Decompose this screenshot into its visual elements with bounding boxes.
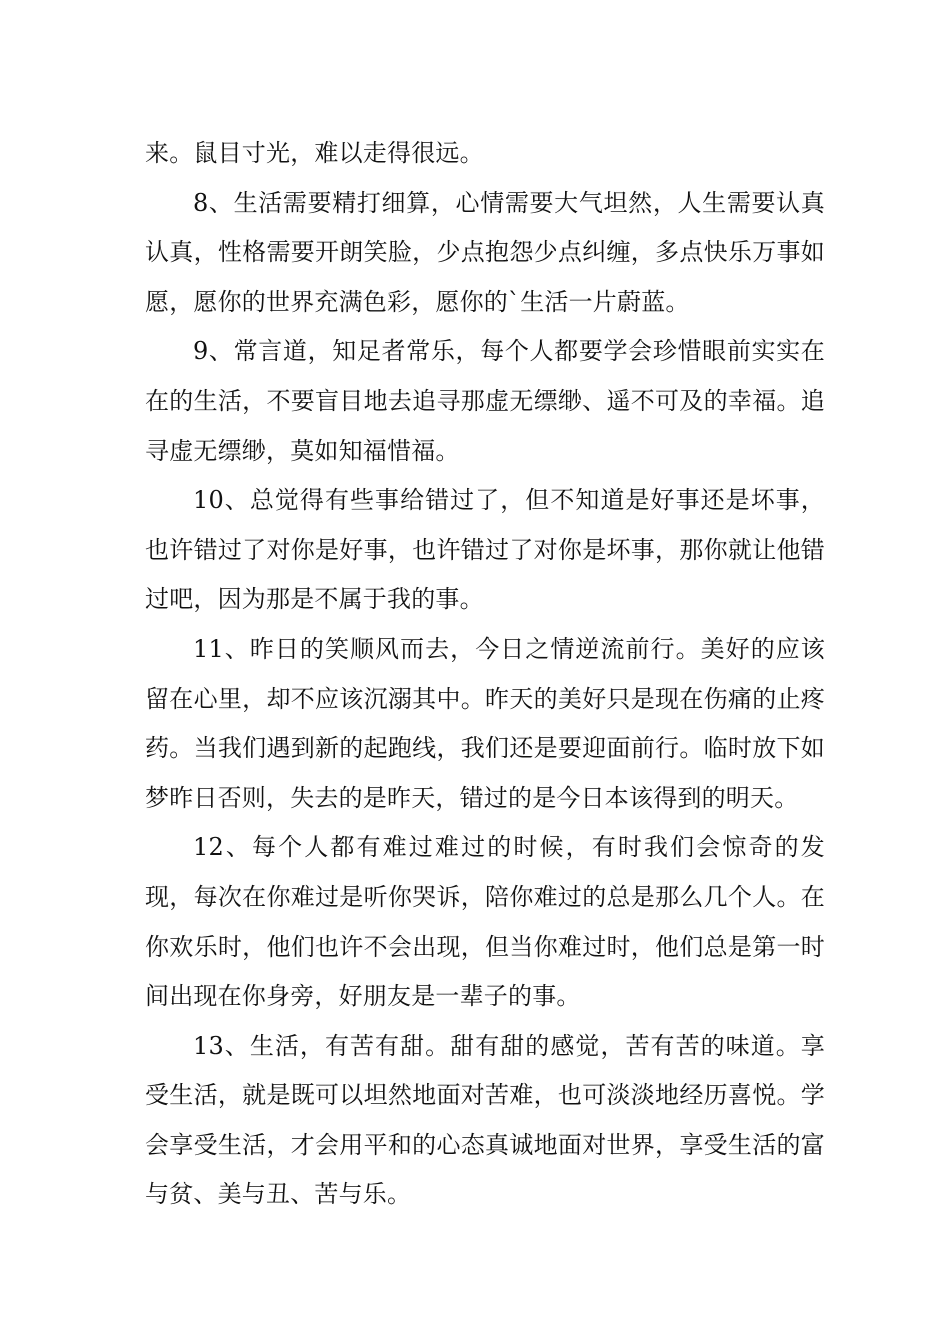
document-body xyxy=(145,129,825,1220)
paragraph-10: 10、总觉得有些事给错过了，但不知道是好事还是坏事，也许错过了对你是好事，也许错过了对你是坏事，那你就让他错过吧，因为那是不属于我的事。 xyxy=(145,486,825,614)
paragraph-8: 8、生活需要精打细算，心情需要大气坦然，人生需要认真认真，性格需要开朗笑脸，少点抱怨少点纠缠，多点快乐万事如愿，愿你的世界充满色彩，愿你的`生活一片蔚蓝。 xyxy=(145,188,825,316)
paragraph-9: 9、常言道，知足者常乐，每个人都要学会珍惜眼前实实在在的生活，不要盲目地去追寻那虚无缥缈、遥不可及的幸福。追寻虚无缥缈，莫如知福惜福。 xyxy=(145,337,825,465)
paragraph-13: 13、生活，有苦有甜。甜有甜的感觉，苦有苦的味道。享受生活，就是既可以坦然地面对苦难，也可淡淡地经历喜悦。学会享受生活，才会用平和的心态真诚地面对世界，享受生活的富与贫、美与丑、苦与乐。 xyxy=(145,1031,825,1209)
paragraph-12: 12、每个人都有难过难过的时候，有时我们会惊奇的发现，每次在你难过是听你哭诉，陪你难过的总是那么几个人。在你欢乐时，他们也许不会出现，但当你难过时，他们总是第一时间出现在你身旁，好朋友是一辈子的事。 xyxy=(145,833,825,1011)
paragraph-7-continuation: 来。鼠目寸光，难以走得很远。 xyxy=(145,139,484,167)
paragraph-11: 11、昨日的笑顺风而去，今日之情逆流前行。美好的应该留在心里，却不应该沉溺其中。昨天的美好只是现在伤痛的止疼药。当我们遇到新的起跑线，我们还是要迎面前行。临时放下如梦昨日否则，失去的是昨天，错过的是今日本该得到的明天。 xyxy=(145,634,825,812)
